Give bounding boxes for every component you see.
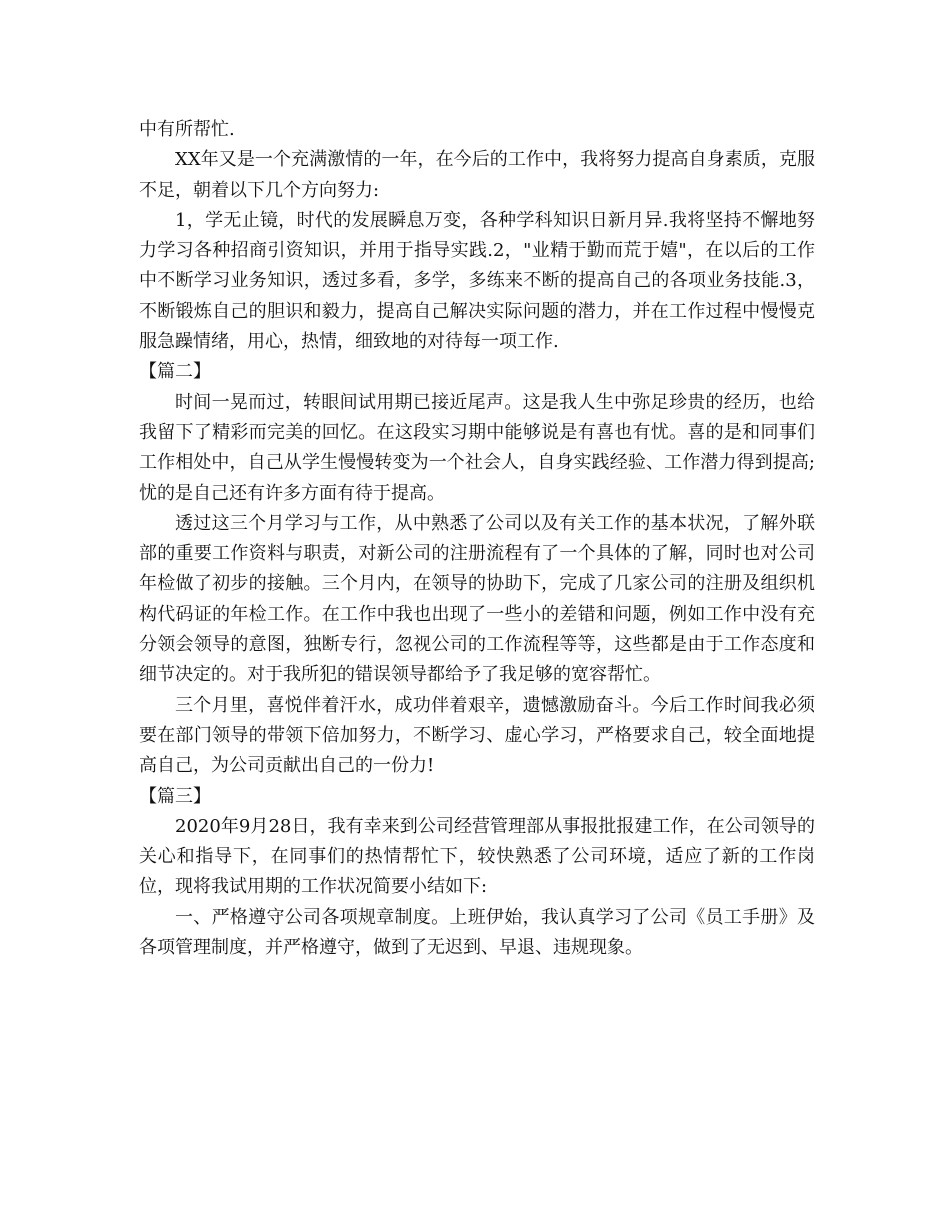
section-heading-3: 【篇三】 — [139, 785, 211, 807]
paragraph-goals-intro: XX年又是一个充满激情的一年，在今后的工作中，我将努力提高自身素质，克服不足，朝着以下几个方向努力: — [139, 149, 815, 201]
paragraph-goals-list: 1，学无止镜，时代的发展瞬息万变，各种学科知识日新月异.我将坚持不懈地努力学习各种招商引资知识，并用于指导实践.2，"业精于勤而荒于嬉"，在以后的工作中不断学习业务知识，透过多看，多学，多练来不断的提高自己的各项业务技能.3，不断锻炼自己的胆识和毅力，提高自己解决实际问题的潜力，并在工作过程中慢慢克服急躁情绪，用心，热情，细致地的对待每一项工作. — [139, 209, 815, 353]
paragraph-joining-company: 2020年9月28日，我有幸来到公司经营管理部从事报批报建工作，在公司领导的关心和指导下，在同事们的热情帮忙下，较快熟悉了公司环境，适应了新的工作岗位，现将我试用期的工作状况简要小结如下: — [139, 815, 815, 898]
paragraph-future-effort: 三个月里，喜悦伴着汗水，成功伴着艰辛，遗憾激励奋斗。今后工作时间我必须要在部门领导的带领下倍加努力，不断学习、虚心学习，严格要求自己，较全面地提高自己，为公司贡献出自己的一份力! — [139, 694, 815, 777]
section-heading-2: 【篇二】 — [139, 361, 211, 383]
paragraph-rules-compliance: 一、严格遵守公司各项规章制度。上班伊始，我认真学习了公司《员工手册》及各项管理制度，并严格遵守，做到了无迟到、早退、违规现象。 — [139, 906, 815, 959]
document-page — [139, 115, 815, 963]
paragraph-three-months-work: 透过这三个月学习与工作，从中熟悉了公司以及有关工作的基本状况，了解外联部的重要工作资料与职责，对新公司的注册流程有了一个具体的了解，同时也对公司年检做了初步的接触。三个月内，在领导的协助下，完成了几家公司的注册及组织机构代码证的年检工作。在工作中我也出现了一些小的差错和问题，例如工作中没有充分领会领导的意图，独断专行，忽视公司的工作流程等等，这些都是由于工作态度和细节决定的。对于我所犯的错误领导都给予了我足够的宽容帮忙。 — [139, 512, 815, 686]
paragraph-trial-period: 时间一晃而过，转眼间试用期已接近尾声。这是我人生中弥足珍贵的经历，也给我留下了精彩而完美的回忆。在这段实习期中能够说是有喜也有忧。喜的是和同事们工作相处中，自己从学生慢慢转变为一个社会人，自身实践经验、工作潜力得到提高;忧的是自己还有许多方面有待于提高。 — [139, 391, 815, 504]
paragraph-continued: 中有所帮忙. — [139, 119, 235, 140]
